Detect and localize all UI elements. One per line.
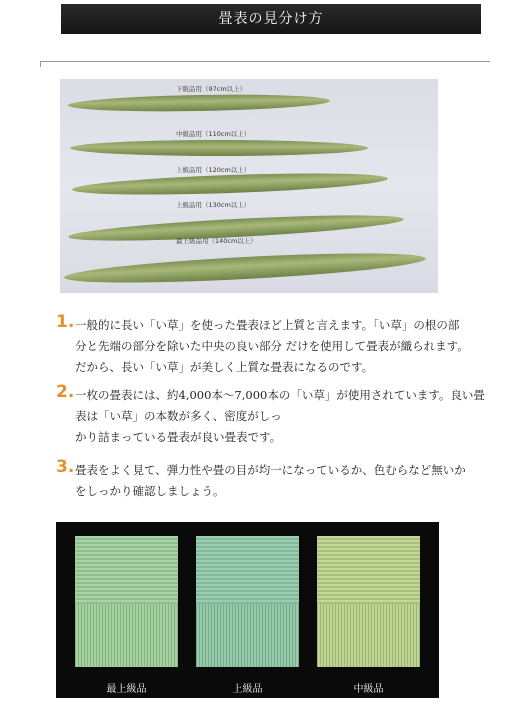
bundle-label: 最上級品用（140cm以上）	[176, 237, 257, 245]
tatami-fibers	[196, 604, 299, 667]
point-text: 畳表をよく見て、弾力性や畳の目が均一になっているか、色むらなど無いか	[75, 463, 466, 477]
rush-bundle	[64, 248, 427, 289]
point-number: 1.	[56, 312, 75, 332]
sample-label: 最上級品	[106, 684, 147, 695]
sample-label: 上級品	[232, 684, 263, 695]
point-text: 一枚の畳表には、約4,000本〜7,000本の「い草」が使用されています。良い畳	[75, 388, 485, 402]
rush-bundle	[70, 140, 368, 156]
tatami-fibers	[75, 604, 178, 667]
bundle-label: 下級品用（97cm以上）	[176, 85, 247, 93]
section-divider	[40, 61, 490, 62]
point-text: 分と先端の部分を除いた中央の良い部分 だけを使用して畳表が織られます。	[75, 339, 469, 353]
bundle-label: 上級品用（120cm以上）	[176, 166, 251, 174]
sample-label: 中級品	[353, 684, 384, 695]
point-number: 3.	[56, 457, 75, 477]
point-text: 表は「い草」の本数が多く、密度がしっ	[75, 409, 282, 423]
section-divider-tick	[40, 61, 41, 67]
point-text: だから、長い「い草」が美しく上質な畳表になるのです。	[75, 360, 374, 374]
tatami-sample	[75, 536, 178, 667]
tatami-weave	[317, 536, 420, 604]
point-text: をしっかり確認しましょう。	[75, 484, 225, 498]
tatami-sample-panel	[56, 522, 439, 698]
tatami-weave	[75, 536, 178, 604]
rush-length-photo	[60, 79, 438, 293]
page-title-banner	[61, 4, 481, 34]
tatami-weave	[196, 536, 299, 604]
tatami-fibers	[317, 604, 420, 667]
tatami-sample	[317, 536, 420, 667]
tatami-sample	[196, 536, 299, 667]
rush-bundle	[68, 93, 330, 114]
point-text: 一般的に長い「い草」を使った畳表ほど上質と言えます。「い草」の根の部	[75, 318, 460, 332]
bundle-label: 中級品用（110cm以上）	[176, 130, 251, 138]
page-title: 畳表の見分け方	[218, 11, 324, 27]
bundle-label: 上級品用（130cm以上）	[176, 201, 251, 209]
point-text: かり詰まっている畳表が良い畳表です。	[75, 430, 282, 444]
point-number: 2.	[56, 382, 75, 402]
